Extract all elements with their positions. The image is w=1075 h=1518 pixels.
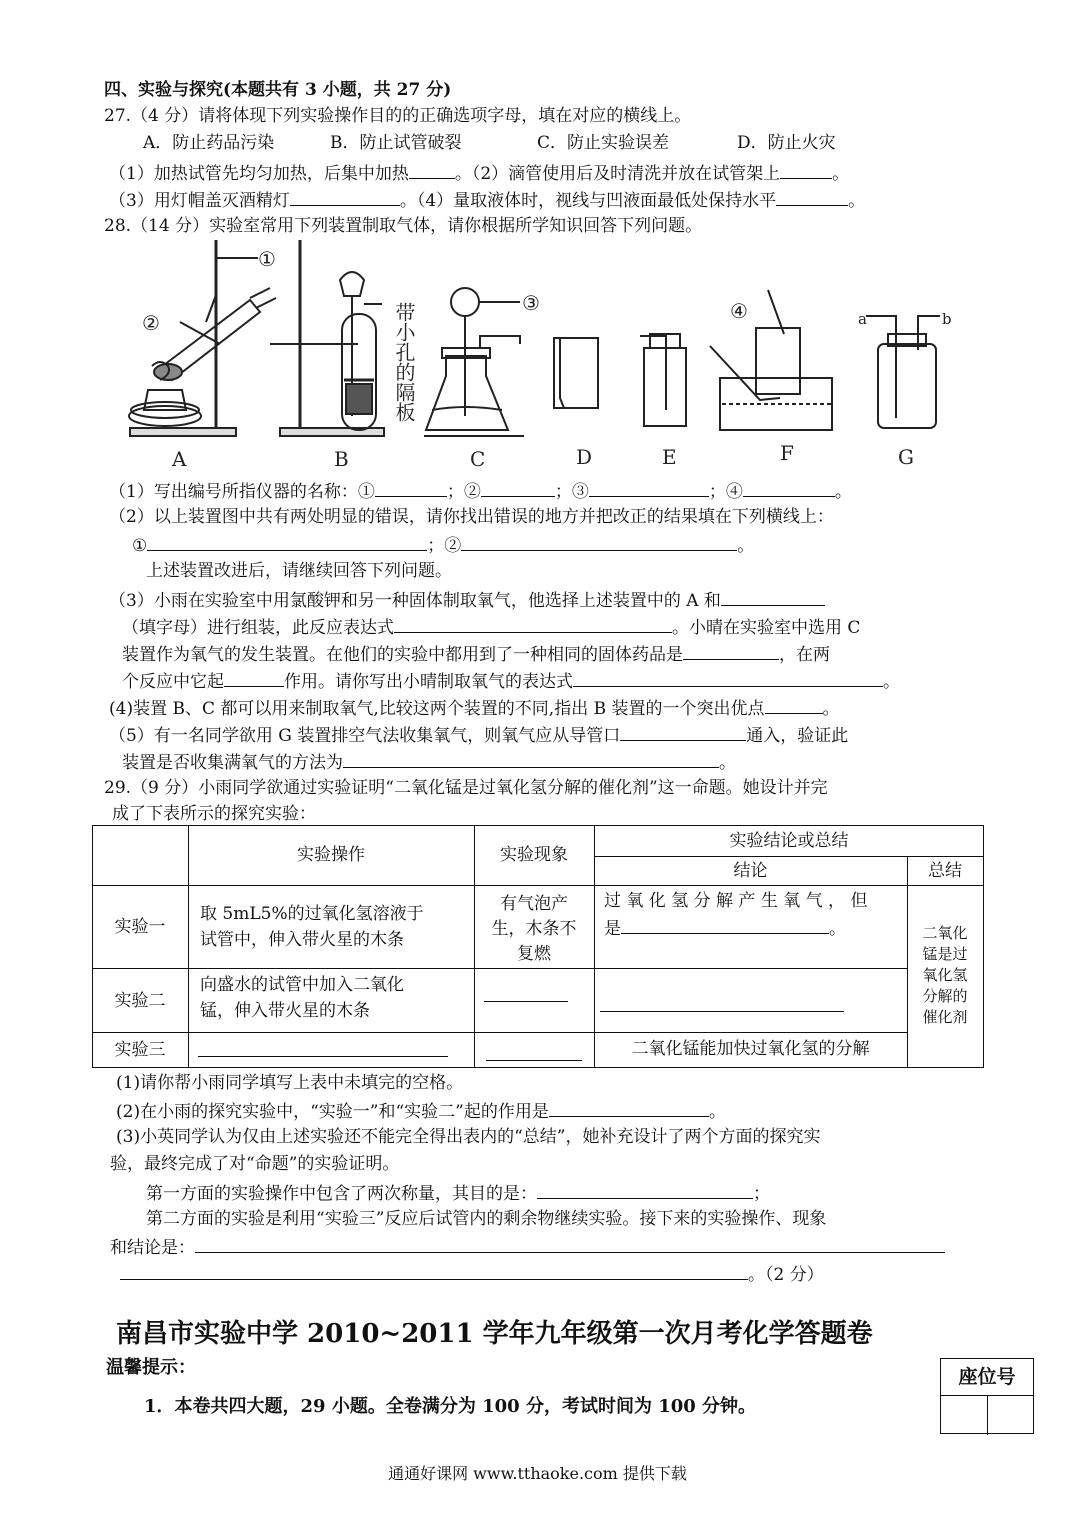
answer-blank[interactable] [765,695,823,714]
q28-part-2-cont: 上述装置改进后，请继续回答下列问题。 [146,561,452,581]
q28-stem: 28.（14 分）实验室常用下列装置制取气体，请你根据所学知识回答下列问题。 [104,216,703,236]
q28-part-3-l1 [109,587,825,613]
q28-p3-text: （填字母）进行组装，此反应表达式 [122,618,394,638]
q28-p4-text: (4)装置 B、C 都可以用来制取氧气,比较这两个装置的不同,指出 B 装置的一个突出优点 [109,699,765,719]
q27-option-c: C．防止实验误差 [537,133,670,153]
summary-line: 锰是过 [922,945,968,963]
q28-p1-prefix: （1）写出编号所指仪器的名称：① [109,482,375,502]
table-line [594,856,984,857]
q28-p3-text: 作用。请你写出小晴制取氧气的表达式 [284,672,573,692]
q29-aspect-1 [146,1180,770,1206]
funnel-b [340,272,364,296]
apparatus-diagram [120,240,960,472]
q28-part-5-l1 [109,722,848,748]
answer-blank[interactable] [461,532,737,551]
row2-name: 实验二 [114,991,166,1011]
summary-line: 氧化氢 [922,966,968,984]
table-line [92,1032,907,1033]
q29-sub2-text: (2)在小雨的探究实验中，“实验一”和“实验二”起的作用是 [116,1102,549,1122]
funnel-c [451,288,479,316]
row1-conclusion-l1: 过 氧 化 氢 分 解 产 生 氧 气 ， 但 [604,891,868,911]
row1-operation-l1: 取 5mL5%的过氧化氢溶液于 [200,904,424,924]
answer-blank[interactable] [195,1234,945,1253]
tube-d [560,338,564,408]
punct: 。 [883,672,900,692]
punct: 。 [708,1102,726,1122]
answer-blank[interactable] [549,1098,709,1117]
answer-blank[interactable] [224,668,284,687]
summary-line: 催化剂 [922,1008,968,1026]
punct: ① [132,536,148,556]
punct: 。 [829,919,846,939]
table-line [92,968,907,969]
q27-line-1 [109,160,849,186]
q28-part-4 [109,695,840,721]
punct: 。 [832,164,850,184]
row1-phenomenon-l3: 复燃 [517,944,551,964]
header-conclusion-group: 实验结论或总结 [729,831,849,851]
q27-stem: 27.（4 分）请将体现下列实验操作目的的正确选项字母，填在对应的横线上。 [104,106,692,126]
q28-part-3-l2 [122,614,860,640]
punct: 。 [834,482,852,502]
row1-operation-l2: 试管中，伸入带火星的木条 [200,930,404,950]
q27-item-2: 。（2）滴管使用后及时清洗并放在试管架上 [454,164,781,184]
q29-aspect-2-l3 [120,1261,824,1287]
q28-p3-text: 。小晴在实验室中选用 C [672,618,861,638]
label-circle-1: ① [258,247,276,271]
solid-b [346,384,372,414]
stand-base-a [130,428,236,436]
apparatus-label-f: F [780,441,794,465]
tip-heading: 温馨提示： [106,1357,196,1378]
port-b-label: b [942,310,952,328]
table-line [983,825,984,1068]
punct: 。 [719,753,736,773]
q28-p5-text: （5）有一名同学欲用 G 装置排空气法收集氧气，则氧气应从导管口 [109,726,621,746]
bottle-g [878,344,936,428]
q28-part-2-blanks [132,532,754,558]
q28-p3-text: 装置作为氧气的发生装置。在他们的实验中都用到了一种相同的固体药品是 [122,645,683,665]
punct: ；② [427,536,462,556]
answer-blank[interactable] [394,614,672,633]
apparatus-label-b: B [334,447,349,471]
answer-blank[interactable] [589,478,709,497]
bottle-f [756,328,800,394]
q27-option-b: B．防止试管破裂 [330,133,462,153]
answer-blank[interactable] [537,1180,753,1199]
answer-sheet-title: 南昌市实验中学 2010~2011 学年九年级第一次月考化学答题卷 [116,1319,873,1349]
q27-item-4: 。（4）量取液体时，视线与凹液面最低处保持水平 [399,191,777,211]
answer-blank[interactable] [343,749,719,768]
q29-aspect-2-l2 [110,1234,945,1260]
answer-blank[interactable] [486,1042,582,1061]
q28-p5-text: 通入，验证此 [746,726,849,746]
q27-option-d: D．防止火灾 [737,133,836,153]
stand-base-b [280,428,384,436]
pointer-line-2 [180,322,220,344]
q28-p3-text: ，在两 [779,645,830,665]
points-note: 。（2 分） [748,1265,824,1285]
apparatus-label-d: D [576,445,593,469]
partition-label: 带小孔的隔板 [392,302,416,422]
q28-part-2: （2）以上装置图中共有两处明显的错误，请你找出错误的地方并把改正的结果填在下列横线上： [109,507,834,527]
q28-part-5-l2 [122,749,736,775]
label-circle-2: ② [142,311,160,335]
row3-name: 实验三 [114,1040,166,1060]
answer-blank[interactable] [409,160,455,179]
q29-sub-1: (1)请你帮小雨同学填写上表中未填完的空格。 [116,1073,464,1093]
answer-blank[interactable] [290,187,400,206]
header-operation: 实验操作 [297,845,365,865]
answer-blank[interactable] [484,983,568,1002]
q28-part-3-l3 [122,641,830,667]
punct: ；③ [554,482,589,502]
punct: 。 [822,699,840,719]
row1-phenomenon-l2: 生，木条不 [491,919,577,939]
q29-aspect-2-l1: 第二方面的实验是利用“实验三”反应后试管内的剩余物继续实验。接下来的实验操作、现象 [146,1209,827,1229]
answer-blank[interactable] [743,478,835,497]
apparatus-label-e: E [662,445,677,469]
punct: ； [753,1184,770,1204]
table-line [92,1067,984,1068]
tube-c [480,336,520,348]
label-circle-4: ④ [730,299,748,323]
apparatus-label-a: A [172,447,187,471]
table-line [92,885,984,886]
answer-blank[interactable] [375,478,447,497]
answer-blank[interactable] [620,722,746,741]
q29-sub-3-l2: 验，最终完成了对“命题”的实验证明。 [110,1154,400,1174]
section-heading: 四、实验与探究(本题共有 3 小题，共 27 分) [104,80,452,100]
apparatus-label-c: C [470,447,486,471]
row3-conclusion: 二氧化锰能加快过氧化氢的分解 [631,1039,870,1059]
row1-conclusion-l2 [604,915,846,941]
answer-blank[interactable] [621,915,829,934]
row2-operation-l1: 向盛水的试管中加入二氧化 [200,975,404,995]
header-summary: 总结 [928,861,962,881]
punct: 。 [737,536,755,556]
q27-item-3: （3）用灯帽盖灭酒精灯 [109,191,290,211]
q29-stem-l2: 成了下表所示的探究实验： [112,804,316,824]
table-line [92,825,984,826]
answer-blank[interactable] [147,532,427,551]
header-phenomenon: 实验现象 [500,845,568,865]
answer-blank[interactable] [683,641,779,660]
punct: ；② [446,482,481,502]
seat-box-divider [987,1395,988,1435]
answer-blank[interactable] [721,587,825,606]
q27-option-a: A．防止药品污染 [143,133,275,153]
punct: 。 [848,191,866,211]
answer-blank[interactable] [600,993,844,1012]
punct: ；④ [708,482,743,502]
q29-aspect2-text: 和结论是： [110,1238,195,1258]
summary-line: 二氧化 [922,924,968,942]
q28-p3-text: 个反应中它起 [122,672,224,692]
seat-number-label: 座位号 [941,1359,1033,1396]
q27-item-1: （1）加热试管先均匀加热，后集中加热 [109,164,409,184]
q28-part-3-l4 [122,668,900,694]
q29-sub-3-l1: (3)小英同学认为仅由上述实验还不能完全得出表内的“总结”，她补充设计了两个方面的探究实 [116,1127,821,1147]
q27-line-2 [109,187,865,213]
summary-line: 分解的 [922,987,968,1005]
liquid-c [432,407,502,410]
header-conclusion: 结论 [733,861,768,881]
apparatus-label-g: G [898,445,914,469]
label-circle-3: ③ [522,291,540,315]
row1-phenomenon-l1: 有气泡产 [500,894,568,914]
answer-blank[interactable] [780,160,832,179]
row1-name: 实验一 [114,917,166,937]
tip-item-1: 1．本卷共四大题，29 小题。全卷满分为 100 分，考试时间为 100 分钟。 [144,1396,757,1417]
footer-source: 通通好课网 www.tthaoke.com 提供下载 [388,1464,687,1483]
q29-sub-2 [116,1098,726,1124]
q28-part-1 [109,478,852,504]
row2-operation-l2: 锰，伸入带火星的木条 [200,1001,370,1021]
row1-conclusion-text: 是 [604,919,621,939]
seat-number-box [940,1358,1034,1434]
answer-blank[interactable] [481,478,555,497]
q29-aspect1-text: 第一方面的实验操作中包含了两次称量，其目的是： [146,1184,537,1204]
long-tube-g [866,316,896,418]
answer-blank[interactable] [573,668,883,687]
q29-stem-l1: 29.（9 分）小雨同学欲通过实验证明“二氧化锰是过氧化氢分解的催化剂”这一命题。她设计并完 [104,778,828,798]
answer-blank[interactable] [120,1261,748,1280]
experiment-table [92,825,984,1068]
q28-p5-text: 装置是否收集满氧气的方法为 [122,753,343,773]
table-line [92,825,93,1068]
summary-cell [907,923,983,1028]
q28-p3-text: （3）小雨在实验室中用氯酸钾和另一种固体制取氧气，他选择上述装置中的 A 和 [109,591,721,611]
port-a-label: a [858,310,867,328]
flask-c [426,356,508,430]
answer-blank[interactable] [776,187,848,206]
answer-blank[interactable] [198,1038,448,1057]
